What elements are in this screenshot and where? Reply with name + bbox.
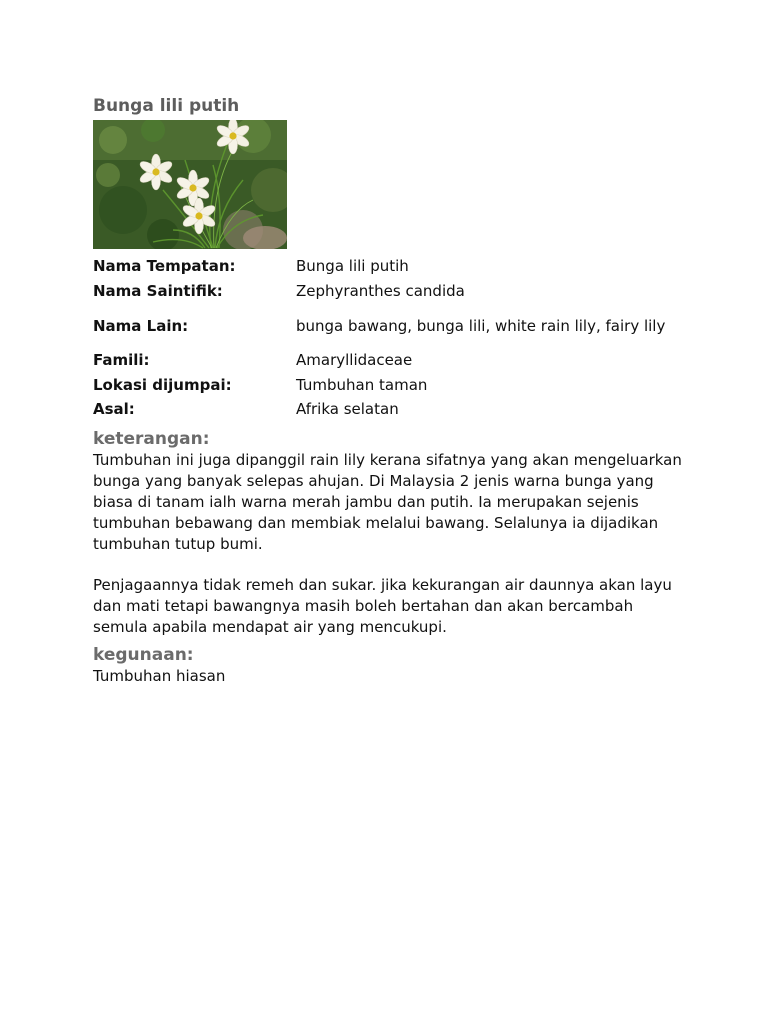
keterangan-paragraph-1: Tumbuhan ini juga dipanggil rain lily kerana sifatnya yang akan mengeluarkan bunga yang banyak selepas ahujan. Di Malaysia 2 jenis warna bunga yang biasa di tanam ialh warna merah jambu dan putih. Ia merupakan sejenis tumbuhan bebawang dan membiak melalui bawang. Selalunya ia dijadikan tumbuhan tutup bumi. — [93, 450, 682, 553]
info-value: Afrika selatan — [296, 400, 399, 419]
info-value: bunga bawang, bunga lili, white rain lily, fairy lily — [296, 316, 666, 335]
info-label: Nama Saintifik: — [93, 281, 223, 300]
info-row-famili — [93, 348, 683, 373]
info-value: Zephyranthes candida — [296, 281, 465, 300]
info-table — [93, 254, 683, 422]
info-value: Bunga lili putih — [296, 257, 409, 276]
info-label: Nama Lain: — [93, 316, 189, 335]
info-label: Lokasi dijumpai: — [93, 375, 232, 394]
info-value: Tumbuhan taman — [296, 375, 428, 394]
info-row-asal — [93, 397, 683, 422]
info-row-nama-saintifik — [93, 279, 683, 304]
info-row-nama-lain — [93, 303, 683, 348]
keterangan-heading: keterangan: — [93, 428, 210, 449]
keterangan-paragraph-2: Penjagaannya tidak remeh dan sukar. jika kekurangan air daunnya akan layu dan mati tetapi bawangnya masih boleh bertahan dan akan bercambah semula apabila mendapat air yang mencukupi. — [93, 575, 672, 636]
white-rain-lily-photo — [93, 120, 287, 249]
document-page — [93, 96, 683, 687]
info-label: Asal: — [93, 400, 135, 419]
info-label: Nama Tempatan: — [93, 257, 236, 276]
info-row-lokasi — [93, 373, 683, 398]
info-label: Famili: — [93, 351, 150, 370]
info-row-nama-tempatan — [93, 254, 683, 279]
kegunaan-heading: kegunaan: — [93, 644, 194, 665]
kegunaan-text: Tumbuhan hiasan — [93, 666, 226, 685]
page-title: Bunga lili putih — [93, 96, 240, 116]
info-value: Amaryllidaceae — [296, 351, 413, 370]
